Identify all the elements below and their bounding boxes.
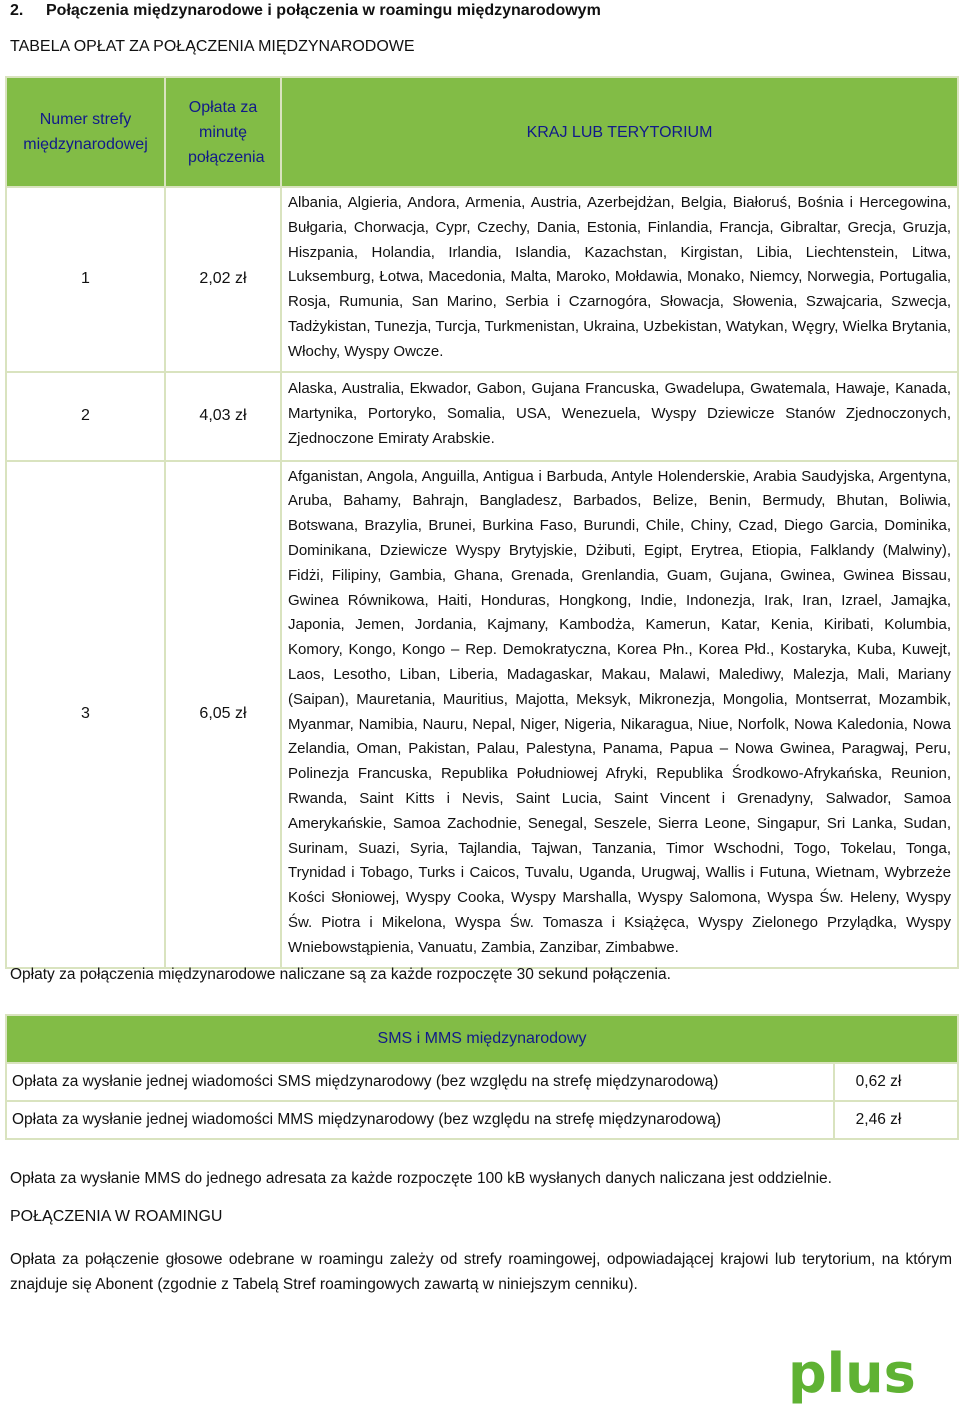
plus-logo-text: plus [788, 1342, 916, 1404]
header-countries: KRAJ LUB TERYTORIUM [281, 77, 958, 187]
sms-mms-table [5, 1014, 959, 1140]
header-zone: Numer strefy międzynarodowej [6, 77, 165, 187]
zone-number: 1 [6, 187, 165, 372]
zone-number: 3 [6, 461, 165, 968]
table-row [6, 1063, 958, 1101]
section-heading [10, 2, 601, 20]
table-row [6, 187, 958, 372]
sms-mms-header-row [6, 1015, 958, 1063]
table-row [6, 1101, 958, 1139]
roaming-text: Opłata za połączenie głosowe odebrane w roamingu zależy od strefy roamingowej, odpowiadającej krajowi lub terytorium, na którym znajduje się Abonent (zgodnie z Tabelą Stref roamingowych zawartą w niniejszym cenniku). [10, 1251, 952, 1293]
table-row [6, 461, 958, 968]
sms-fee-value: 0,62 zł [834, 1063, 958, 1101]
table-row [6, 372, 958, 461]
section-number: 2. [10, 2, 24, 19]
plus-logo [786, 1340, 946, 1404]
zones-table-header-row [6, 77, 958, 187]
zones-table-title: TABELA OPŁAT ZA POŁĄCZENIA MIĘDZYNARODOWE [10, 38, 415, 55]
roaming-heading: POŁĄCZENIA W ROAMINGU [10, 1208, 223, 1225]
sms-mms-title: SMS i MMS międzynarodowy [6, 1015, 958, 1063]
mms-note: Opłata za wysłanie MMS do jednego adresata za każde rozpoczęte 100 kB wysłanych danych naliczana jest oddzielnie. [10, 1170, 832, 1187]
sms-fee-label: Opłata za wysłanie jednej wiadomości SMS międzynarodowy (bez względu na strefę międzynarodową) [6, 1063, 834, 1101]
zone-rate: 2,02 zł [165, 187, 281, 372]
header-rate: Opłata za minutę połączenia [165, 77, 281, 187]
zone-countries: Alaska, Australia, Ekwador, Gabon, Gujana Francuska, Gwadelupa, Gwatemala, Hawaje, Kanada, Martynika, Portoryko, Somalia, USA, Wenezuela, Wyspy Dziewicze Stanów Zjednoczonych, Zjednoczone Emiraty Arabskie. [281, 372, 958, 461]
zones-table [5, 76, 959, 969]
zone-number: 2 [6, 372, 165, 461]
zone-rate: 6,05 zł [165, 461, 281, 968]
section-title: Połączenia międzynarodowe i połączenia w roamingu międzynarodowym [46, 2, 601, 19]
mms-fee-value: 2,46 zł [834, 1101, 958, 1139]
zone-countries: Afganistan, Angola, Anguilla, Antigua i Barbuda, Antyle Holenderskie, Arabia Saudyjska, Argentyna, Aruba, Bahamy, Bahrajn, Bangladesz, Barbados, Belize, Benin, Bermudy, Bhutan, Boliwia, Botswana, Brazylia, Brunei, Burkina Faso, Burundi, Chile, Chiny, Czad, Diego Garcia, Dominika, Dominikana, Dziewicze Wyspy Brytyjskie, Dżibuti, Egipt, Erytrea, Etiopia, Falklandy (Malwiny), Fidżi, Filipiny, Gambia, Ghana, Grenada, Grenlandia, Guam, Gujana, Gwinea, Gwinea Bissau, Gwinea Równikowa, Haiti, Honduras, Hongkong, Indie, Indonezja, Irak, Iran, Izrael, Jamajka, Japonia, Jemen, Jordania, Kajmany, Kambodża, Kamerun, Katar, Kenia, Kiribati, Kolumbia, Komory, Kongo, Kongo – Rep. Demokratyczna, Korea Płn., Korea Płd., Kostaryka, Kuba, Kuwejt, Laos, Lesotho, Liban, Liberia, Madagaskar, Makau, Malawi, Malediwy, Malezja, Mali, Mariany (Saipan), Mauretania, Mauritius, Majotta, Meksyk, Mikronezja, Mongolia, Montserrat, Mozambik, Myanmar, Namibia, Nauru, Nepal, Niger, Nigeria, Nikaragua, Niue, Norfolk, Nowa Kaledonia, Nowa Zelandia, Oman, Pakistan, Palau, Palestyna, Panama, Papua – Nowa Gwinea, Paragwaj, Peru, Polinezja Francuska, Republika Południowej Afryki, Republika Środkowo-Afrykańska, Reunion, Rwanda, Saint Kitts i Nevis, Saint Lucia, Saint Vincent i Grenadyny, Salwador, Samoa Amerykańskie, Samoa Zachodnie, Senegal, Seszele, Sierra Leone, Singapur, Sri Lanka, Sudan, Surinam, Suazi, Syria, Tajlandia, Tajwan, Tanzania, Timor Wschodni, Togo, Tokelau, Tonga, Trynidad i Tobago, Turks i Caicos, Tuvalu, Uganda, Urugwaj, Wallis i Futuna, Wietnam, Wybrzeże Kości Słoniowej, Wyspy Cooka, Wyspy Marshalla, Wyspy Salomona, Wyspa Św. Heleny, Wyspy Św. Piotra i Mikelona, Wyspa Św. Tomasza i Książęca, Wyspy Zielonego Przylądka, Wyspy Wniebowstąpienia, Vanuatu, Zambia, Zanzibar, Zimbabwe. [281, 461, 958, 968]
zone-countries: Albania, Algieria, Andora, Armenia, Austria, Azerbejdżan, Belgia, Białoruś, Bośnia i Hercegowina, Bułgaria, Chorwacja, Cypr, Czechy, Dania, Estonia, Finlandia, Francja, Gibraltar, Grecja, Gruzja, Hiszpania, Holandia, Irlandia, Islandia, Kazachstan, Kirgistan, Libia, Liechtenstein, Litwa, Luksemburg, Łotwa, Macedonia, Malta, Maroko, Mołdawia, Monako, Niemcy, Norwegia, Portugalia, Rosja, Rumunia, San Marino, Serbia i Czarnogóra, Słowacja, Słowenia, Szwajcaria, Szwecja, Tadżykistan, Tunezja, Turcja, Turkmenistan, Ukraina, Uzbekistan, Watykan, Węgry, Wielka Brytania, Włochy, Wyspy Owcze. [281, 187, 958, 372]
mms-fee-label: Opłata za wysłanie jednej wiadomości MMS międzynarodowy (bez względu na strefę międzynarodową) [6, 1101, 834, 1139]
zone-rate: 4,03 zł [165, 372, 281, 461]
billing-note: Opłaty za połączenia międzynarodowe naliczane są za każde rozpoczęte 30 sekund połączenia. [10, 966, 671, 983]
